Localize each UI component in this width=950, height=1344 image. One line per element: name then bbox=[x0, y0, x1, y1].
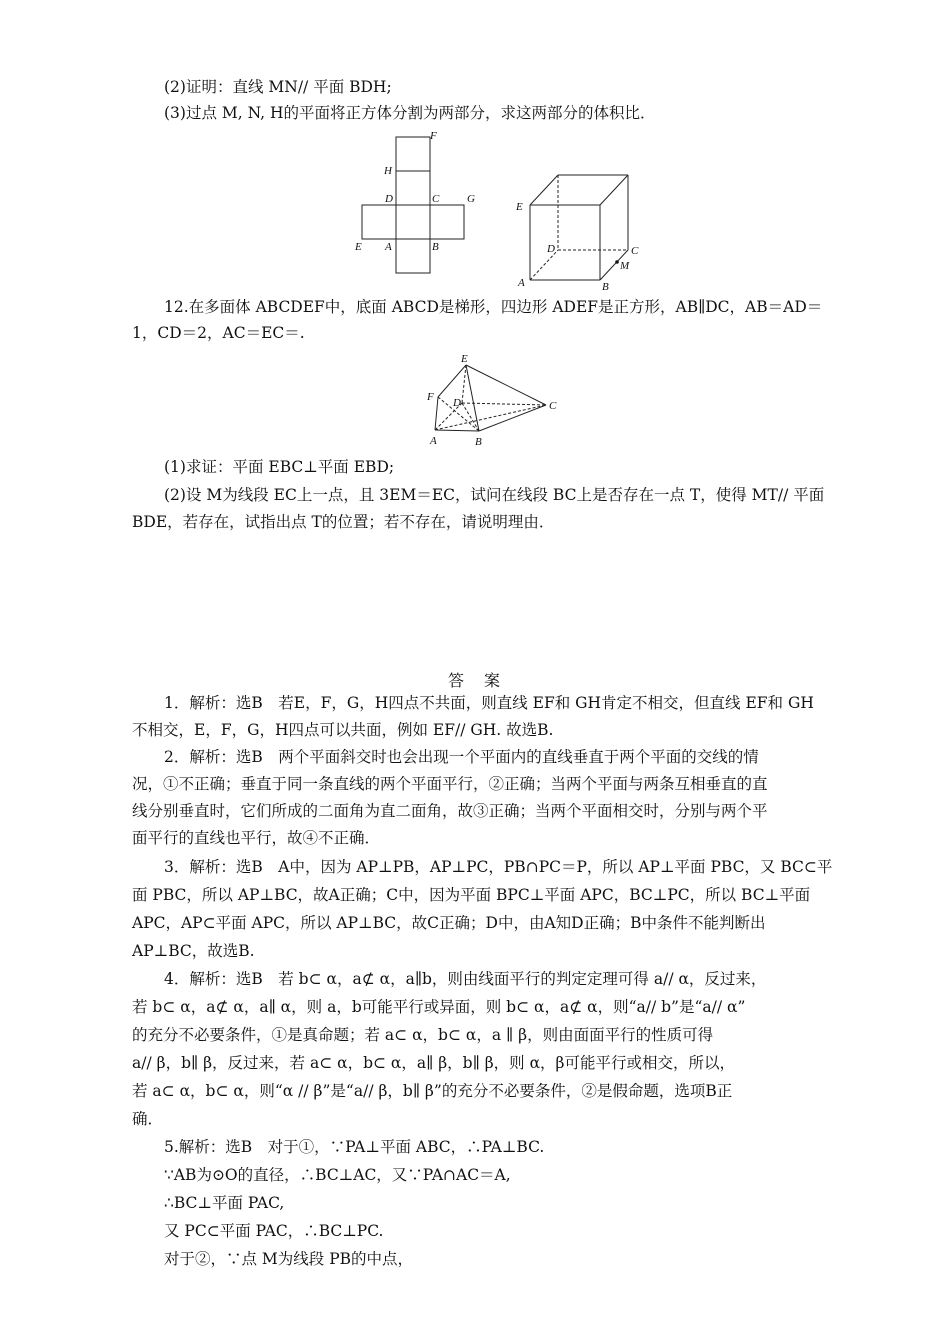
net-label-g: G bbox=[467, 193, 475, 205]
polyhedron-figure bbox=[420, 350, 570, 450]
answer-line: AP⊥BC，故选B. bbox=[132, 942, 255, 960]
cube-net-figure bbox=[350, 128, 480, 278]
answer-line: 2．解析：选B 两个平面斜交时也会出现一个平面内的直线垂直于两个平面的交线的情 bbox=[164, 748, 759, 766]
poly-label-f: F bbox=[427, 391, 434, 403]
answer-line: 确． bbox=[132, 1110, 164, 1128]
problem12-part2-line1: (2)设 M为线段 EC上一点，且 3EM＝EC，试问在线段 BC上是否存在一点 T，使得 MT// 平面 bbox=[164, 486, 825, 504]
problem12-line2: 1，CD＝2，AC＝EC＝. bbox=[132, 324, 305, 342]
net-label-f: F bbox=[430, 130, 437, 142]
net-label-h: H bbox=[384, 165, 392, 177]
cube-label-d: D bbox=[547, 243, 555, 255]
poly-label-b: B bbox=[475, 436, 482, 448]
answer-line: 不相交，E，F，G，H四点可以共面，例如 EF// GH. 故选B. bbox=[132, 721, 554, 739]
answer-line: 若 a⊂ α，b⊂ α，则“α // β”是“a// β，b∥ β”的充分不必要条件，②是假命题，选项B正 bbox=[132, 1082, 733, 1100]
net-label-b: B bbox=[432, 241, 439, 253]
answer-line: 的充分不必要条件，①是真命题；若 a⊂ α，b⊂ α，a ∥ β，则由面面平行的性质可得 bbox=[132, 1026, 714, 1044]
answer-line: 线分别垂直时，它们所成的二面角为直二面角，故③正确；当两个平面相交时，分别与两个平 bbox=[132, 802, 768, 820]
net-label-a: A bbox=[385, 241, 392, 253]
problem12-part1: (1)求证：平面 EBC⊥平面 EBD; bbox=[164, 458, 395, 476]
answer-line: 对于②，∵点 M为线段 PB的中点， bbox=[164, 1250, 414, 1268]
answer-line: 面平行的直线也平行，故④不正确． bbox=[132, 829, 381, 847]
cube-label-c: C bbox=[631, 245, 639, 257]
answers-title: 答 案 bbox=[447, 671, 502, 690]
net-label-d: D bbox=[385, 193, 393, 205]
cube-label-b: B bbox=[602, 281, 609, 290]
problem11-part2: (2)证明：直线 MN// 平面 BDH; bbox=[164, 78, 392, 96]
net-label-e: E bbox=[355, 241, 362, 253]
poly-label-c: C bbox=[549, 400, 557, 412]
poly-label-a: A bbox=[430, 435, 437, 447]
answer-line: 面 PBC，所以 AP⊥BC，故A正确；C中，因为平面 BPC⊥平面 APC，BC⊥PC，所以 BC⊥平面 bbox=[132, 886, 811, 904]
cube-point-m bbox=[615, 260, 619, 264]
answer-line: 3．解析：选B A中，因为 AP⊥PB，AP⊥PC，PB∩PC＝P，所以 AP⊥平面 PBC，又 BC⊂平 bbox=[164, 858, 833, 876]
answer-line: 又 PC⊂平面 PAC，∴BC⊥PC. bbox=[164, 1222, 384, 1240]
answer-line: 若 b⊂ α，a⊄ α，a∥ α，则 a，b可能平行或异面，则 b⊂ α，a⊄ α，则“a// b”是“a// α” bbox=[132, 998, 746, 1016]
answer-line: ∴BC⊥平面 PAC, bbox=[164, 1194, 285, 1212]
poly-label-e: E bbox=[461, 353, 468, 365]
problem11-part3: (3)过点 M, N, H的平面将正方体分割为两部分，求这两部分的体积比． bbox=[164, 104, 656, 122]
answer-line: 4．解析：选B 若 b⊂ α，a⊄ α，a∥b，则由线面平行的判定定理可得 a// α，反过来， bbox=[164, 970, 767, 988]
answer-line: ∵AB为⊙O的直径，∴BC⊥AC，又∵PA∩AC＝A, bbox=[164, 1166, 511, 1184]
answer-line: APC，AP⊂平面 APC，所以 AP⊥BC，故C正确；D中，由A知D正确；B中条件不能判断出 bbox=[132, 914, 766, 932]
net-label-c: C bbox=[432, 193, 440, 205]
cube-label-m: M bbox=[620, 260, 630, 272]
problem12-line1: 12.在多面体 ABCDEF中，底面 ABCD是梯形，四边形 ADEF是正方形，AB∥DC，AB＝AD＝ bbox=[164, 298, 823, 316]
answer-line: 况，①不正确；垂直于同一条直线的两个平面平行，②正确；当两个平面与两条互相垂直的直 bbox=[132, 775, 768, 793]
cube-label-a: A bbox=[518, 277, 525, 289]
cube-figure bbox=[510, 165, 660, 290]
problem12-part2-line2: BDE，若存在，试指出点 T的位置；若不存在，请说明理由． bbox=[132, 513, 555, 531]
answer-line: 1．解析：选B 若E，F，G，H四点不共面，则直线 EF和 GH肯定不相交，但直线 EF和 GH bbox=[164, 694, 814, 712]
poly-label-d: D bbox=[453, 397, 461, 409]
answer-line: 5.解析：选B 对于①，∵PA⊥平面 ABC，∴PA⊥BC. bbox=[164, 1138, 545, 1156]
cube-label-e: E bbox=[516, 201, 523, 213]
answer-line: a// β，b∥ β，反过来，若 a⊂ α，b⊂ α，a∥ β，b∥ β，则 α，β可能平行或相交，所以， bbox=[132, 1054, 736, 1072]
